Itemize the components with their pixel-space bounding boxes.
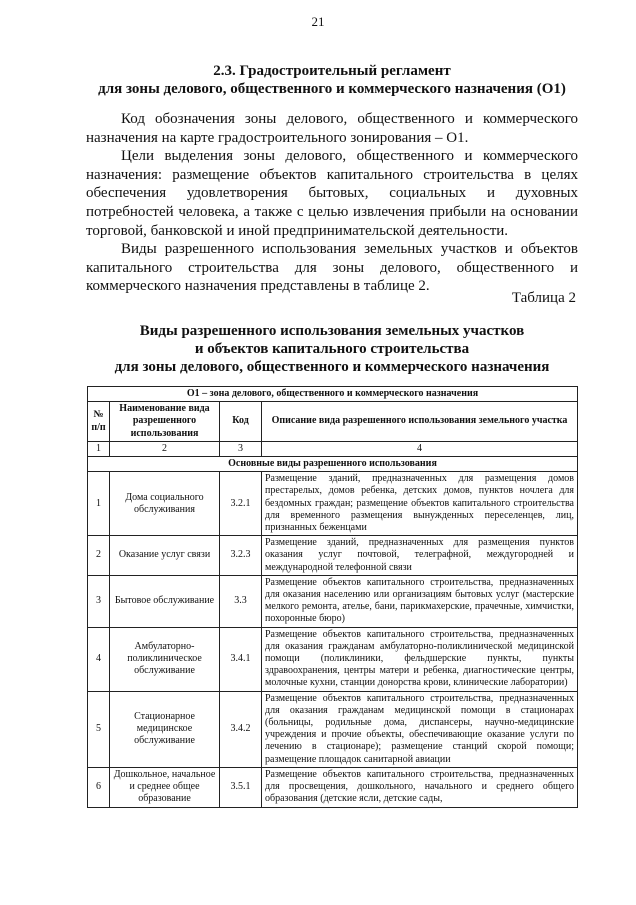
section-heading-line-2: для зоны делового, общественного и коммерческого назначения (О1) (98, 81, 566, 97)
table-row (88, 575, 578, 627)
row-use-code: 3.4.1 (220, 627, 262, 691)
table-title (82, 322, 582, 376)
table-row (88, 767, 578, 807)
row-use-code: 3.4.2 (220, 691, 262, 767)
row-use-description: Размещение зданий, предназначенных для размещения домов престарелых, домов ребенка, детских домов, пунктов ночлега для бездомных граждан; размещение объектов капитального строительства для временного размещения вынужденных переселенцев, лиц, признанных беженцами (262, 472, 578, 536)
col-number-3: 3 (220, 441, 262, 456)
table-row (88, 536, 578, 576)
row-use-name: Дошкольное, начальное и среднее общее образование (110, 767, 220, 807)
col-header-number: № п/п (88, 402, 110, 442)
row-use-description: Размещение объектов капитального строительства, предназначенных для оказания гражданам амбулаторно-поликлинической медицинской помощи (поликлиники, фельдшерские пункты, пункты здравоохранения, центры матери и ребенка, диагностические центры, молочные кухни, станции донорства крови, клинические лаборатории) (262, 627, 578, 691)
table-column-numbers-row (88, 441, 578, 456)
page-number: 21 (311, 14, 325, 29)
table-row (88, 691, 578, 767)
row-use-name: Бытовое обслуживание (110, 575, 220, 627)
row-use-name: Амбулаторно-поликлиническое обслуживание (110, 627, 220, 691)
row-use-name: Дома социального обслуживания (110, 472, 220, 536)
row-number: 4 (88, 627, 110, 691)
body-text (86, 110, 578, 296)
col-header-code: Код (220, 402, 262, 442)
col-number-1: 1 (88, 441, 110, 456)
table-label: Таблица 2 (511, 290, 576, 306)
table-zone-header: О1 – зона делового, общественного и коммерческого назначения (88, 387, 578, 402)
permitted-use-table (87, 386, 578, 808)
row-use-name: Стационарное медицинское обслуживание (110, 691, 220, 767)
row-use-code: 3.2.1 (220, 472, 262, 536)
table-title-line-1: Виды разрешенного использования земельных участков (139, 323, 525, 339)
col-number-4: 4 (262, 441, 578, 456)
row-use-description: Размещение объектов капитального строительства, предназначенных для просвещения, дошкольного, начального и среднего общего образования (детские ясли, детские сады, (262, 767, 578, 807)
row-use-description: Размещение объектов капитального строительства, предназначенных для оказания гражданам медицинской помощи в стационарах (больницы, родильные дома, диспансеры, научно-медицинские учреждения и прочие объекты, обеспечивающие оказание услуги по лечению в стационаре); размещение станций скорой помощи; размещение площадок санитарной авиации (262, 691, 578, 767)
table-row (88, 472, 578, 536)
paragraph-zone-goals: Цели выделения зоны делового, общественного и коммерческого назначения: размещение объектов капитального строительства в целях обеспечения удовлетворения бытовых, социальных и духовных потребностей человека, а также с целью извлечения прибыли на основании торговой, банковской и иной предпринимательской деятельности. (86, 148, 578, 239)
paragraph-zone-code: Код обозначения зоны делового, общественного и коммерческого назначения на карте градостроительного зонирования – О1. (86, 111, 578, 146)
section-heading (82, 62, 582, 98)
table-section-row (88, 457, 578, 472)
row-number: 5 (88, 691, 110, 767)
row-number: 6 (88, 767, 110, 807)
table-section-title: Основные виды разрешенного использования (88, 457, 578, 472)
row-use-description: Размещение зданий, предназначенных для размещения пунктов оказания услуг почтовой, телеграфной, междугородней и международной телефонной связи (262, 536, 578, 576)
col-header-name: Наименование вида разрешенного использования (110, 402, 220, 442)
col-header-description: Описание вида разрешенного использования земельного участка (262, 402, 578, 442)
section-heading-line-1: 2.3. Градостроительный регламент (213, 63, 451, 79)
row-use-code: 3.3 (220, 575, 262, 627)
table-title-line-3: для зоны делового, общественного и коммерческого назначения (114, 359, 550, 375)
row-number: 3 (88, 575, 110, 627)
row-number: 2 (88, 536, 110, 576)
row-use-code: 3.2.3 (220, 536, 262, 576)
table-zone-header-row (88, 387, 578, 402)
table-header-row (88, 402, 578, 442)
col-number-2: 2 (110, 441, 220, 456)
paragraph-table-reference: Виды разрешенного использования земельных участков и объектов капитального строительства для зоны делового, общественного и коммерческого назначения представлены в таблице 2. (86, 241, 578, 295)
row-number: 1 (88, 472, 110, 536)
table-title-line-2: и объектов капитального строительства (194, 341, 470, 357)
row-use-name: Оказание услуг связи (110, 536, 220, 576)
row-use-code: 3.5.1 (220, 767, 262, 807)
table-row (88, 627, 578, 691)
row-use-description: Размещение объектов капитального строительства, предназначенных для оказания населению или организациям бытовых услуг (мастерские мелкого ремонта, ателье, бани, парикмахерские, прачечные, химчистки, похоронные бюро) (262, 575, 578, 627)
